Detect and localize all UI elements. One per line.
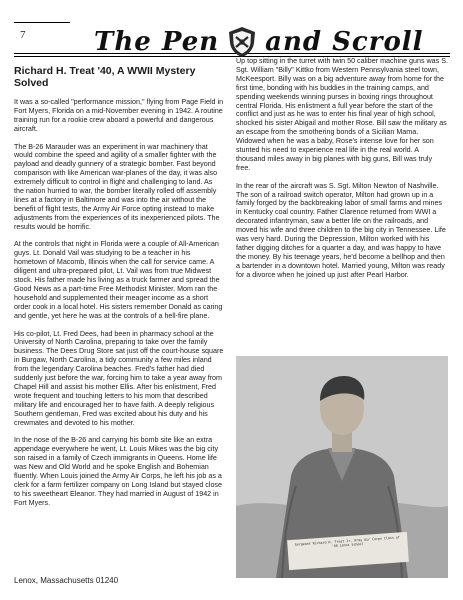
- masthead: [14, 22, 450, 60]
- paragraph: It was a so-called "performance mission," flying from Page Field in Fort Myers, Florida on a mid-November evening in 1942. A routine training run for a rookie crew aboard a powerful and dangerous aircraft.: [14, 98, 224, 133]
- paragraph: In the nose of the B-26 and carrying his bomb site like an extra appendage everywhere he went, Lt. Louis Mikes was the big city son raised in a family of Czech immigrants in Queens. Home life was New and Old World and he spoke English and Bohemian fluently. When Louis joined the Army Air Corps, he left his job as a clerk for a farm fertilizer company on Long Island but stayed close to his sweetheart Eleanor. They had married in August of 1942 in Fort Myers.: [14, 436, 222, 507]
- page-number-box: [14, 22, 70, 54]
- page-number: 7: [20, 29, 26, 41]
- footer-location: Lenox, Massachusetts 01240: [14, 576, 119, 585]
- photo-caption-card: Sergeant Richard H. Treat Jr. Army Air Corps Class of '40 Lenox School: [287, 532, 409, 570]
- soldier-photo: [236, 356, 448, 578]
- paragraph: The B-26 Marauder was an experiment in war machinery that would combine the speed and agility of a smaller fighter with the payload and deadly gunnery of a strategic bomber. Fast beyond comparison with like American war-planes of the day, it was also extremely difficult to control in flight and challenging to land. As the nation hurried to war, the bomber literally rolled off assembly lines at a factory in Baltimore and was into the air without the benefit of flight tests, the Army Air Force opting instead to make adjustments from the experiences of its inexperienced pilots. The results would be horrific.: [14, 142, 220, 231]
- crest-emblem-icon: [225, 25, 259, 59]
- title-right-word: and Scroll: [265, 27, 424, 57]
- paragraph: At the controls that night in Florida were a couple of All-American guys. Lt. Donald Vail was studying to be a teacher in his hometown of Macomb, Illinois when the call for service came. A diligent and ultra-prepared pilot, Lt. Vail was from true Midwest stock. His father made his living as a truck farmer and spread the Good News as a part-time Free Methodist Minister. Mom ran the household and supplemented their meager income as a short order cook in a local hotel. His sisters remember Donald as caring and gentle, yet here he was at the controls of a hell-fire plane.: [14, 240, 223, 320]
- newsletter-title: [94, 24, 444, 60]
- article-headline: Richard H. Treat '40, A WWII Mystery Solved: [14, 65, 196, 89]
- right-column: [236, 57, 448, 289]
- title-left-word: The Pen: [94, 27, 220, 57]
- paragraph: Up top sitting in the turret with twin 50 caliber machine guns was S. Sgt. William "Billy" Kittko from Western Pennsylvania steel town, McKeesport. Billy was on a big adventure away from home for the first time, bonding with his buddies in the training camps, and spending weekends winning purses in boxing rings throughout central Florida. His enlistment a full year before the start of the conflict and just as he was to enter his final year of high school, shocked his sister Abigail and mother Rose. Bill saw the military as an escape from the smothering bonds of a Sicilian Mama. Widowed when he was a baby, Rose's intense love for her son stunted his need to experience real life in the real world. A thousand miles away in big planes with big guns, Bill was truly free.: [236, 57, 448, 172]
- paragraph: His co-pilot, Lt. Fred Dees, had been in pharmacy school at the University of North Carolina, preparing to take over the family business. The Dees Drug Store sat just off the court-house square in Burgaw, North Carolina, a tidy community a few miles inland from the legendary Carolina beaches. Fred's father had died suddenly just before the war, forcing him to take a year away from Chapel Hill and assist his mother Ellis. After his enlistment, Fred wrote frequent and touching letters to his mom that described military life and encouraged her to have faith. A deeply religious Southern gentleman, Fred was excited about his duty and his crewmates and devoted to his mother.: [14, 329, 224, 427]
- paragraph: In the rear of the aircraft was S. Sgt. Milton Newton of Nashville. The son of a railroad switch operator, Milton had grown up in a family forged by the backbreaking labor of small farms and mines in Kentucky coal country. Father Clarence returned from WWI a decorated infantryman, saw a better life on the railroads, and moved his wife and three children to the big city in Tennessee. Life was very hard. During the Depression, Milton worked with his father digging ditches for a quarter a day, and was happy to have the money. By his teenage years, he'd become a bellhop and then a bartender in a downtown hotel. Married young, Milton was ready for a divorce when he joined up just after Pearl Harbor.: [236, 181, 446, 279]
- left-column: [14, 98, 224, 517]
